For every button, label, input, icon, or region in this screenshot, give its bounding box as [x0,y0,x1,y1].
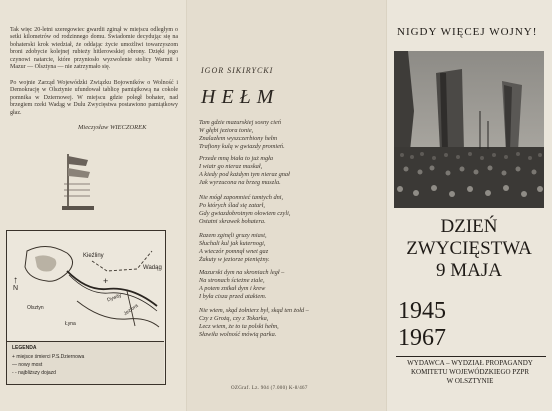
publisher-line: W OLSZTYNIE [446,377,494,385]
map-label-kiezliny: Kieźliny [83,253,104,259]
publisher-line: KOMITETU WOJEWÓDZKIEGO PZPR [410,368,530,376]
slogan: NIGDY WIĘCEJ WOJNY! [397,26,538,38]
poem-line: Po których ślad się zatarł, [199,201,265,209]
svg-text:+: + [103,276,109,286]
map-label-lyna: Łyna [65,321,76,327]
memorial-photo-image [394,51,544,208]
article-signature: Mieczysław WIECZOREK [78,124,147,131]
poem-line: Nie mógł zapomnieć tamtych dni, [199,194,284,201]
poem-line: Razem zginęli gruzy miast, [199,232,267,239]
legend-text: nowy most [18,362,43,368]
poem-line: Trafiony kulą w gwiazdy promień. [199,142,285,150]
middle-panel [187,0,387,411]
poem-line: Czy z Grożą, czy z Tokarka, [199,314,269,322]
story-paragraph-2: Po wojnie Zarząd Wojewódzki Związku Bojowników o Wolność i Demokrację w Olsztynie ufundował tablicę pamiątkową na cokole pomnika w Dziernowej. W miejscu gdzie poległ bohater, nad brzegiem rzeki Wadąg w Dulu Zwycięstwa postawiono pamiątkowy głaz. [10,80,178,116]
map-label-wadag: Wadąg [143,265,162,271]
north-arrow-label: N [13,285,19,292]
battle-map [6,230,166,385]
poem-line: Lecz wiem, że to ta polski hełm, [199,322,279,330]
poem-line: A kiedy pod każdym tym nieraz gnał [199,170,290,178]
legend-item [12,354,84,360]
legend-text: najbliższy dojazd [18,370,56,376]
poem-line: Żakuty w jeziorze pieniężny. [199,255,270,263]
left-panel [0,0,187,411]
poem-line: W głębi jeziora tonie, [199,126,254,134]
poem-author: IGOR SIKIRYCKI [201,66,274,75]
poem-stanza [199,232,270,264]
publisher-block [390,359,550,386]
map-label-dywity: Dywity [106,292,123,304]
heading-line: 9 MAJA [436,260,502,281]
poem-stanza [199,119,285,151]
poem-stanza [199,269,284,301]
memorial-photo [394,51,544,208]
story-paragraph-1: Tak więc 20-letni szeregowiec gwardii zginął w miejscu odległym o setki kilometrów od rodzinnego domu. Świadomie decydując się na bohaterski krok wiedział, że oddając życie umożliwi towarzyszom broni zdobycie kolejnej rubieży hitlerowskiej obrony. Dzięki jego czynowi natarcie, które przyniosło wyzwolenie stolicy Warmii i Mazur — Olsztyna — nie zatrzymało się. [10,27,178,71]
poem-line: Sławiła wolność mówią parka. [199,330,277,338]
map-legend [7,341,164,384]
poem-line: A potem znikał dym i krew [199,284,266,292]
publisher-rule [396,356,546,357]
poem-line: I była cisza przed atakiem. [199,292,267,300]
publisher-line: WYDAWCA – WYDZIAŁ PROPAGANDY [407,359,533,367]
poem-line: Gdy gwiazdobrotnym ołowiem czyli, [199,209,291,217]
svg-text:↑: ↑ [13,275,18,286]
legend-text: miejsce śmierci P.S.Dziernowa [16,354,85,360]
poem-stanza [199,307,309,339]
poem-line: Jak wyrzucona na brzeg muszla. [199,178,281,186]
poem-line: Tam gdzie mazurskiej sosny cień [199,119,281,126]
legend-symbol: + [12,354,15,360]
year-start: 1945 [398,298,446,324]
legend-item [12,362,42,368]
poem-stanza [199,194,290,226]
legend-item [12,370,56,376]
poem-stanza [199,155,290,187]
poem-line: Ostatni skrawek bohatera. [199,217,266,225]
poem-line: Przede mną biała to już mgła [199,155,273,162]
map-label-jeziora: Jeziora [122,302,140,318]
legend-title: LEGENDA [12,345,37,351]
year-end: 1967 [398,325,446,351]
poem-title: HEŁM [201,86,280,108]
poem-line: Nie wiem, skąd żołnierz był, skąd ten żołd – [199,307,309,314]
legend-symbol: - - [12,370,17,376]
poem-line: Słuchali kul jak kuternogi, [199,239,266,247]
poem-line: I wiatr go nieraz muskał, [199,162,263,170]
map-label-olsztyn: Olsztyn [27,305,44,311]
heading-line: DZIEŃ [440,216,498,237]
poem-line: Na stronach ścieżne ziale, [199,276,265,284]
poem-line: Znalazłem wyszczerbiony hełm [199,134,278,142]
print-imprint: OZGraf. Lz. 904 (7.000) K-8/467 [231,386,308,391]
legend-symbol: — [12,362,17,368]
monument-sketch [60,150,96,212]
heading-line: ZWYCIĘSTWA [406,238,532,259]
map-drawing [7,231,165,341]
poem-line: Mazurski dym na skroniach legł – [199,269,285,276]
heading-block [394,216,544,282]
poem-line: A wieczór pomnął wnet gaz [199,247,269,255]
